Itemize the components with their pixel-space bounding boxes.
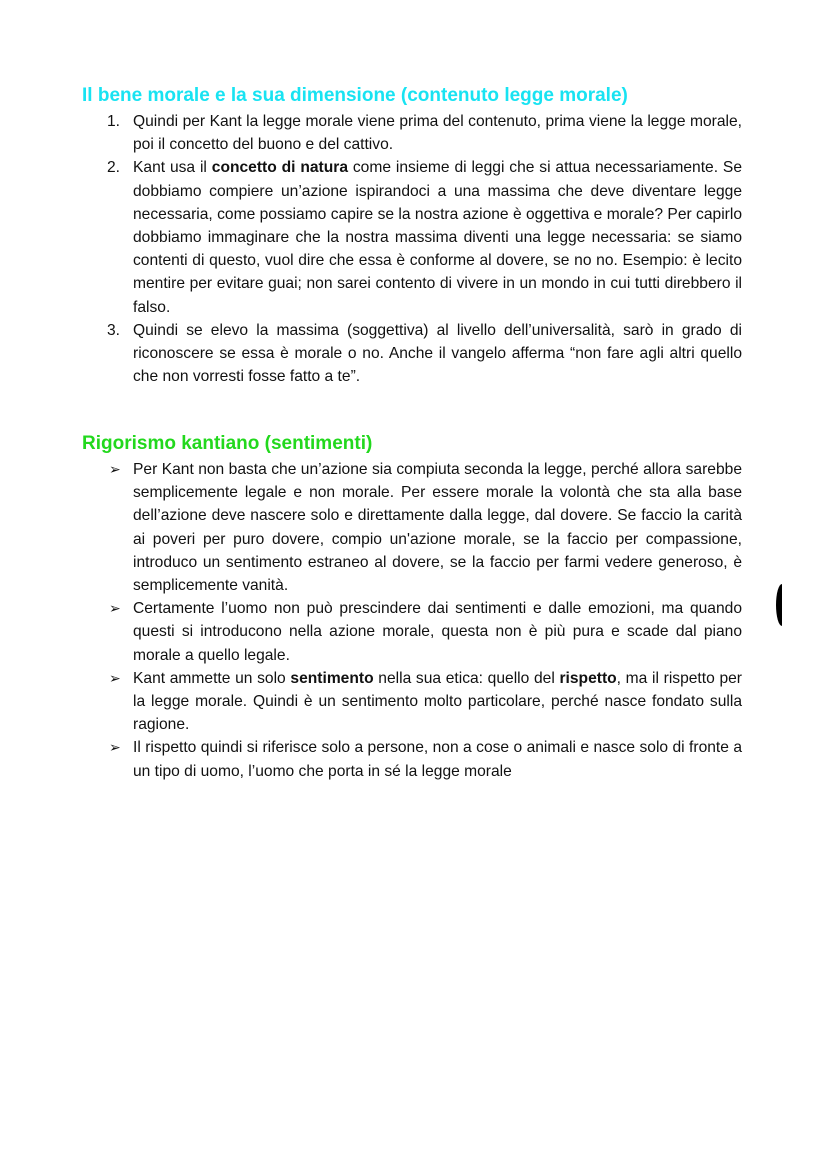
bullet-item-text: Per Kant non basta che un’azione sia compiuta seconda la legge, perché allora sarebbe semplicemente legale e non morale. Per essere morale la volontà che sta alla base dell’azione deve nascere solo e direttamente dalla legge, dal dovere. Se faccio la carità ai poveri per puro dovere, compio un'azione morale, se la faccio per compassione, introduco un sentimento estraneo al dovere, se la faccio per farmi vedere generoso, è semplicemente vanità. [133,461,742,595]
numbered-list [82,110,742,388]
bullet-item-text-end: , ma il rispetto per la legge morale. Quindi è un sentimento molto particolare, perché nasce fondato sulla ragione. [133,669,742,734]
list-item-text-start: Kant usa il [133,159,212,177]
list-item-1 [82,110,742,156]
list-item-2 [82,156,742,318]
list-number: 1. [107,113,121,130]
bullet-item-4 [82,736,742,782]
bullet-item-3 [82,667,742,737]
bold-term-concetto-di-natura: concetto di natura [211,159,348,177]
bullet-item-2 [82,597,742,667]
bullet-list [82,458,742,783]
list-item-text-end: come insieme di leggi che si attua necessariamente. Se dobbiamo compiere un’azione ispirandoci a una massima che deve diventare legge necessaria, come possiamo capire se la nostra azione è oggettiva e morale? Per capirlo dobbiamo immaginare che la nostra massima diventi una legge necessaria: se siamo contenti di questo, vuol dire che essa è conforme al dovere, se no no. Esempio: è lecito mentire per evitare guai; non sarei contento di vivere in un mondo in cui tutti direbbero il falso. [133,159,742,316]
arrow-bullet-icon: ➢ [109,739,121,756]
bold-term-rispetto: rispetto [559,669,617,687]
section-bene-morale [82,84,742,388]
list-item-3 [82,319,742,389]
bullet-item-text: Certamente l’uomo non può prescindere dai sentimenti e dalle emozioni, ma quando questi si introducono nella azione morale, questa non è più pura e scade dal piano morale a quello legale. [133,600,742,664]
arrow-bullet-icon: ➢ [109,669,121,686]
bold-term-sentimento: sentimento [290,669,374,687]
page-edge-mark [776,584,788,626]
bullet-item-1 [82,458,742,597]
bullet-item-text: Il rispetto quindi si riferisce solo a persone, non a cose o animali e nasce solo di fronte a un tipo di uomo, l’uomo che porta in sé la legge morale [133,739,742,780]
arrow-bullet-icon: ➢ [109,600,121,617]
list-item-text: Quindi per Kant la legge morale viene prima del contenuto, prima viene la legge morale, poi il concetto del buono e del cattivo. [133,113,742,154]
bullet-item-text-mid: nella sua etica: quello del [373,669,560,687]
section-heading-bene-morale: Il bene morale e la sua dimensione (contenuto legge morale) [82,85,628,106]
section-heading-rigorismo: Rigorismo kantiano (sentimenti) [82,433,373,454]
bullet-item-text-start: Kant ammette un solo [133,669,291,687]
section-rigorismo-kantiano [82,432,742,783]
list-number: 2. [107,159,121,177]
list-number: 3. [107,321,121,339]
list-item-text: Quindi se elevo la massima (soggettiva) al livello dell’universalità, sarò in grado di riconoscere se essa è morale o no. Anche il vangelo afferma “non fare agli altri quello che non vorresti fosse fatto a te”. [133,321,742,386]
arrow-bullet-icon: ➢ [109,461,121,477]
